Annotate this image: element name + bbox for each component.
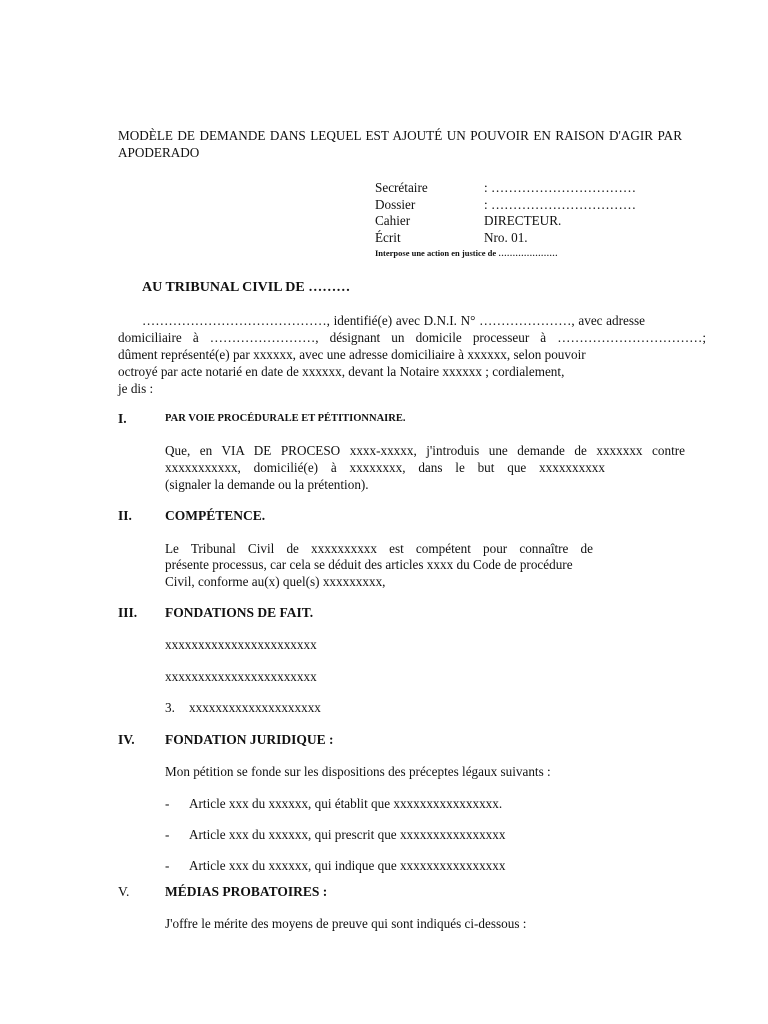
section-2-numeral: II. bbox=[118, 508, 132, 523]
meta-value-secretaire: : …………………………… bbox=[484, 180, 637, 195]
intro-line-4: octroyé par acte notarié en date de xxxxxx, devant la Notaire xxxxxx ; cordialement, bbox=[118, 364, 565, 379]
section-2-heading: COMPÉTENCE. bbox=[165, 508, 266, 523]
fact-item-1: xxxxxxxxxxxxxxxxxxxxxxx bbox=[165, 637, 317, 652]
section-4-heading: FONDATION JURIDIQUE : bbox=[165, 732, 334, 747]
meta-label-ecrit: Écrit bbox=[375, 230, 401, 245]
section-2-line-2: présente processus, car cela se déduit des articles xxxx du Code de procédure bbox=[165, 557, 573, 572]
meta-label-dossier: Dossier bbox=[375, 197, 416, 212]
section-1-heading: PAR VOIE PROCÉDURALE ET PÉTITIONNAIRE. bbox=[165, 413, 406, 424]
section-3-heading: FONDATIONS DE FAIT. bbox=[165, 605, 314, 620]
section-5-heading: MÉDIAS PROBATOIRES : bbox=[165, 884, 328, 899]
legal-item-1-bullet: - bbox=[165, 796, 170, 811]
section-2-line-1: Le Tribunal Civil de xxxxxxxxxx est compétent pour connaître de bbox=[165, 541, 593, 556]
document-title-line-2: APODERADO bbox=[118, 145, 200, 160]
section-4-numeral: IV. bbox=[118, 732, 135, 747]
legal-item-3-bullet: - bbox=[165, 858, 170, 873]
fact-item-3: xxxxxxxxxxxxxxxxxxxx bbox=[189, 700, 321, 715]
document-title-line-1: MODÈLE DE DEMANDE DANS LEQUEL EST AJOUTÉ UN POUVOIR EN RAISON D'AGIR PAR bbox=[118, 128, 682, 143]
intro-line-1: ……………………………………, identifié(e) avec D.N.I. N° …………………, avec adresse bbox=[142, 313, 645, 328]
section-3-numeral: III. bbox=[118, 605, 138, 620]
section-1-line-3: (signaler la demande ou la prétention). bbox=[165, 477, 369, 492]
section-4-intro: Mon pétition se fonde sur les dispositions des préceptes légaux suivants : bbox=[165, 764, 551, 779]
section-2-line-3: Civil, conforme au(x) quel(s) xxxxxxxxx, bbox=[165, 574, 386, 589]
intro-line-3: dûment représenté(e) par xxxxxx, avec une adresse domiciliaire à xxxxxx, selon pouvoir bbox=[118, 347, 586, 362]
legal-item-3: Article xxx du xxxxxx, qui indique que xxxxxxxxxxxxxxxx bbox=[189, 858, 506, 873]
fact-item-3-number: 3. bbox=[165, 700, 175, 715]
fact-item-2: xxxxxxxxxxxxxxxxxxxxxxx bbox=[165, 669, 317, 684]
intro-line-5: je dis : bbox=[118, 381, 154, 396]
legal-item-2-bullet: - bbox=[165, 827, 170, 842]
meta-label-secretaire: Secrétaire bbox=[375, 180, 428, 195]
meta-value-ecrit: Nro. 01. bbox=[484, 230, 528, 245]
legal-item-1: Article xxx du xxxxxx, qui établit que xxxxxxxxxxxxxxxx. bbox=[189, 796, 503, 811]
section-5-line-1: J'offre le mérite des moyens de preuve qui sont indiqués ci-dessous : bbox=[165, 916, 527, 931]
court-heading: AU TRIBUNAL CIVIL DE ……… bbox=[142, 280, 351, 295]
section-1-line-1: Que, en VIA DE PROCESO xxxx-xxxxx, j'introduis une demande de xxxxxxx contre bbox=[165, 443, 685, 458]
intro-line-2: domiciliaire à ……………………, désignant un domicile processeur à ……………………………; bbox=[118, 330, 706, 345]
meta-value-dossier: : …………………………… bbox=[484, 197, 637, 212]
meta-label-cahier: Cahier bbox=[375, 213, 411, 228]
section-5-numeral: V. bbox=[118, 884, 130, 899]
legal-item-2: Article xxx du xxxxxx, qui prescrit que xxxxxxxxxxxxxxxx bbox=[189, 827, 506, 842]
section-1-numeral: I. bbox=[118, 411, 127, 426]
section-1-line-2: xxxxxxxxxxx, domicilié(e) à xxxxxxxx, dans le but que xxxxxxxxxx bbox=[165, 460, 605, 475]
meta-value-cahier: DIRECTEUR. bbox=[484, 213, 562, 228]
meta-note: Interpose une action en justice de ………………… bbox=[375, 248, 558, 258]
